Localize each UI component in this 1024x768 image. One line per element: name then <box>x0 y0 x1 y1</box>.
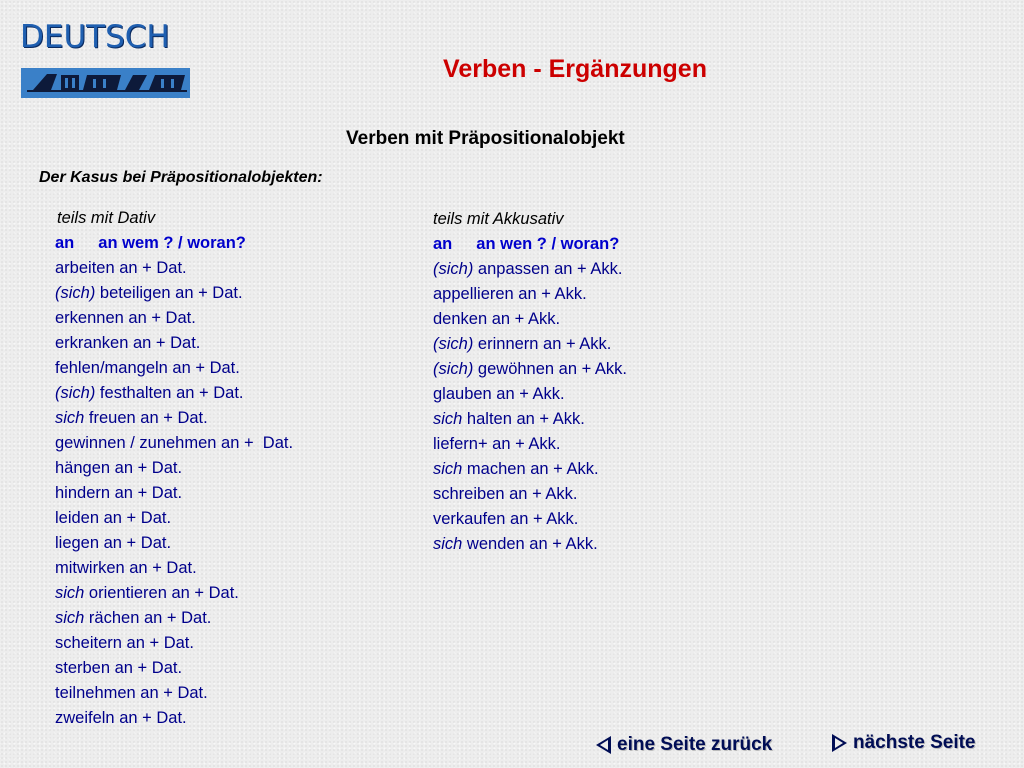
verb-text: hindern an + Dat. <box>55 484 183 502</box>
reflexive-pronoun: sich <box>55 609 85 627</box>
verb-text: freuen an + Dat. <box>84 409 208 427</box>
verb-text: denken an + Akk. <box>433 310 561 328</box>
previous-page-label: eine Seite zurück <box>617 734 773 755</box>
dativ-question: an wem ? / woran? <box>98 234 246 252</box>
section-subtitle: Verben mit Präpositionalobjekt <box>346 128 625 149</box>
verb-list-item <box>55 306 293 331</box>
dativ-verb-list <box>55 256 293 731</box>
akkusativ-preposition-row <box>433 232 627 257</box>
akkusativ-preposition: an <box>433 235 453 253</box>
dativ-preposition-row <box>55 231 293 256</box>
verb-list-item <box>433 432 627 457</box>
verb-list-item <box>55 556 293 581</box>
verb-list-item <box>55 406 293 431</box>
verb-list-item <box>55 531 293 556</box>
verb-text: gewinnen / zunehmen an + Dat. <box>55 434 294 452</box>
verb-text: teilnehmen an + Dat. <box>55 684 208 702</box>
verb-list-item <box>55 681 293 706</box>
verb-list-item <box>433 507 627 532</box>
verb-text: verkaufen an + Akk. <box>433 510 579 528</box>
verb-list-item <box>55 631 293 656</box>
page-title: Verben - Ergänzungen <box>443 55 707 83</box>
akkusativ-column <box>433 207 627 557</box>
verb-list-item <box>55 256 293 281</box>
verb-text: wenden an + Akk. <box>462 535 598 553</box>
verb-list-item <box>55 506 293 531</box>
brand-logo-text: DEUTSCH <box>20 19 170 55</box>
verb-text: festhalten an + Dat. <box>95 384 244 402</box>
verb-list-item <box>433 332 627 357</box>
verb-text: hängen an + Dat. <box>55 459 183 477</box>
case-heading: Der Kasus bei Präpositionalobjekten: <box>39 169 323 186</box>
dativ-preposition: an <box>55 234 75 252</box>
verb-list-item <box>55 706 293 731</box>
verb-list-item <box>55 456 293 481</box>
verb-list-item <box>433 457 627 482</box>
triangle-left-icon <box>596 736 611 754</box>
verb-text: erinnern an + Akk. <box>473 335 612 353</box>
reflexive-pronoun: sich <box>433 410 463 428</box>
verb-list-item <box>55 331 293 356</box>
verb-list-item <box>55 281 293 306</box>
reflexive-pronoun: sich <box>433 535 463 553</box>
verb-text: rächen an + Dat. <box>84 609 212 627</box>
verb-list-item <box>433 407 627 432</box>
verb-text: arbeiten an + Dat. <box>55 259 187 277</box>
triangle-right-icon <box>832 734 847 752</box>
verb-text: orientieren an + Dat. <box>84 584 239 602</box>
verb-list-item <box>55 481 293 506</box>
akkusativ-verb-list <box>433 257 627 557</box>
verb-list-item <box>433 357 627 382</box>
verb-list-item <box>55 656 293 681</box>
verb-text: beteiligen an + Dat. <box>95 284 243 302</box>
verb-text: liegen an + Dat. <box>55 534 172 552</box>
verb-text: fehlen/mangeln an + Dat. <box>55 359 240 377</box>
reflexive-pronoun: (sich) <box>433 260 474 278</box>
reflexive-pronoun: (sich) <box>433 360 474 378</box>
reflexive-pronoun: sich <box>433 460 463 478</box>
verb-text: appellieren an + Akk. <box>433 285 587 303</box>
verb-list-item <box>433 482 627 507</box>
verb-text: glauben an + Akk. <box>433 385 565 403</box>
verb-list-item <box>433 257 627 282</box>
verb-list-item <box>433 382 627 407</box>
reflexive-pronoun: (sich) <box>55 384 96 402</box>
verb-text: mitwirken an + Dat. <box>55 559 197 577</box>
verb-text: liefern+ an + Akk. <box>433 435 561 453</box>
previous-page-button[interactable] <box>596 734 772 756</box>
verb-text: machen an + Akk. <box>462 460 599 478</box>
verb-list-item <box>433 307 627 332</box>
verb-list-item <box>55 381 293 406</box>
dativ-column <box>55 206 293 731</box>
verb-text: halten an + Akk. <box>462 410 585 428</box>
verb-list-item <box>433 532 627 557</box>
next-page-button[interactable] <box>832 732 976 754</box>
verb-list-item <box>433 282 627 307</box>
verb-text: schreiben an + Akk. <box>433 485 578 503</box>
verb-text: erkennen an + Dat. <box>55 309 196 327</box>
verb-text: erkranken an + Dat. <box>55 334 201 352</box>
verb-list-item <box>55 356 293 381</box>
verb-list-item <box>55 606 293 631</box>
next-page-label: nächste Seite <box>853 732 976 753</box>
reflexive-pronoun: sich <box>55 409 85 427</box>
verb-text: leiden an + Dat. <box>55 509 172 527</box>
verb-list-item <box>55 581 293 606</box>
reflexive-pronoun: (sich) <box>433 335 474 353</box>
verb-text: anpassen an + Akk. <box>473 260 623 278</box>
verb-text: scheitern an + Dat. <box>55 634 194 652</box>
akkusativ-heading: teils mit Akkusativ <box>433 210 564 228</box>
reflexive-pronoun: sich <box>55 584 85 602</box>
verb-text: zweifeln an + Dat. <box>55 709 187 727</box>
dativ-heading: teils mit Dativ <box>57 209 156 227</box>
verb-text: gewöhnen an + Akk. <box>473 360 627 378</box>
akkusativ-question: an wen ? / woran? <box>476 235 620 253</box>
verb-list-item <box>55 431 293 456</box>
verb-text: sterben an + Dat. <box>55 659 183 677</box>
reflexive-pronoun: (sich) <box>55 284 96 302</box>
